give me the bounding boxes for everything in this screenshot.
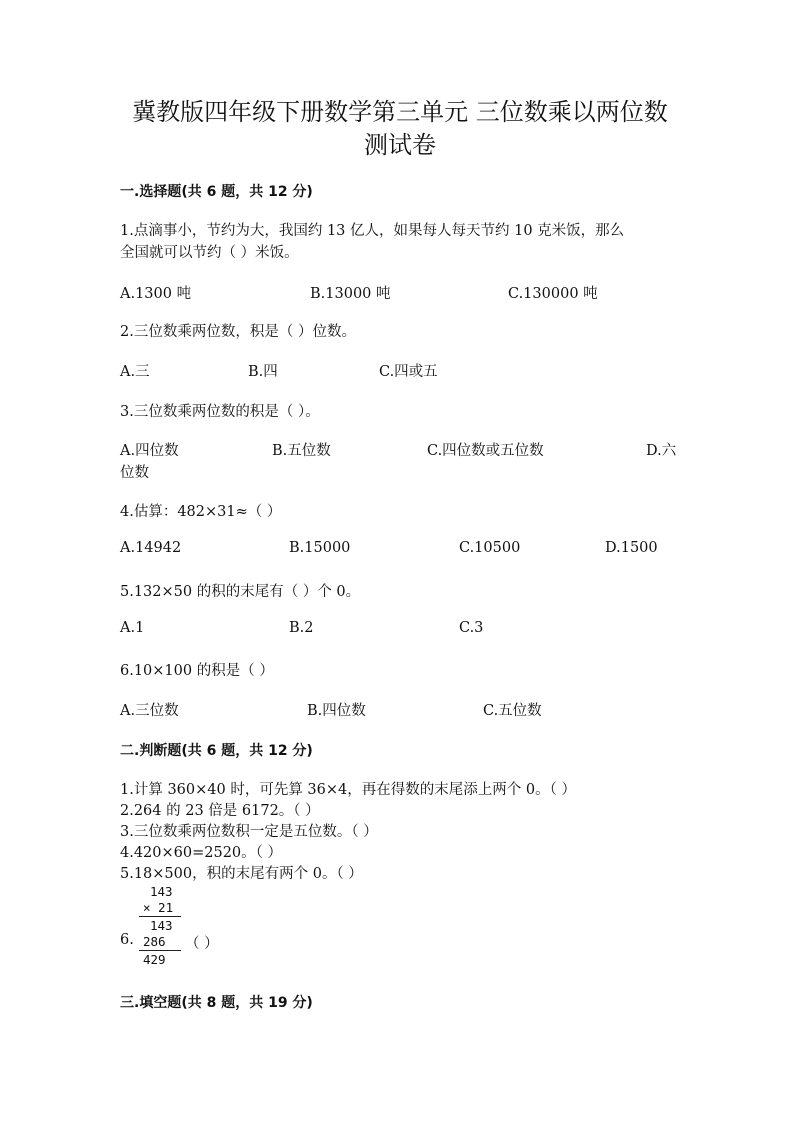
q5-stem: 5.132×50 的积的末尾有（ ）个 0。 xyxy=(120,584,361,600)
q3-option-c: C.四位数或五位数 xyxy=(427,443,544,459)
judge-item-1: 1.计算 360×40 时，可先算 36×4，再在得数的末尾添上两个 0。（ ） xyxy=(120,782,576,798)
exam-title-line1: 冀教版四年级下册数学第三单元 三位数乘以两位数 xyxy=(132,98,668,126)
q5-option-b: B.2 xyxy=(289,620,314,636)
judge-item-3: 3.三位数乘两位数积一定是五位数。（ ） xyxy=(120,824,378,840)
q1-option-c: C.130000 吨 xyxy=(508,286,598,302)
q4-option-c: C.10500 xyxy=(459,540,521,556)
q6-option-c: C.五位数 xyxy=(483,703,542,719)
judge-item-6-bracket: （ ） xyxy=(185,936,219,952)
calc-line-2: × 21 xyxy=(143,900,174,915)
q6-stem: 6.10×100 的积是（ ） xyxy=(120,663,274,679)
calc-line-1: 143 xyxy=(150,884,173,899)
q3-option-b: B.五位数 xyxy=(272,443,331,459)
q5-option-c: C.3 xyxy=(459,620,484,636)
judge-item-6-number: 6. xyxy=(120,932,134,948)
judge-item-5: 5.18×500，积的末尾有两个 0。（ ） xyxy=(120,866,363,882)
q1-stem-line2: 全国就可以节约（ ）米饭。 xyxy=(120,245,299,261)
calc-line-5: 429 xyxy=(143,952,166,967)
section2-header: 二.判断题(共 6 题，共 12 分) xyxy=(120,743,313,759)
q6-option-a: A.三位数 xyxy=(120,703,179,719)
q2-option-b: B.四 xyxy=(248,364,278,380)
q4-option-b: B.15000 xyxy=(289,540,351,556)
calc-rule-2 xyxy=(139,950,181,951)
q2-option-c: C.四或五 xyxy=(379,364,438,380)
q2-option-a: A.三 xyxy=(120,364,150,380)
q3-option-a: A.四位数 xyxy=(120,443,179,459)
calc-line-3: 143 xyxy=(150,918,173,933)
q1-option-b: B.13000 吨 xyxy=(310,286,391,302)
calc-line-4: 286 xyxy=(143,934,166,949)
q1-stem-line1: 1.点滴事小，节约为大，我国约 13 亿人，如果每人每天节约 10 克米饭，那么 xyxy=(120,223,625,239)
q4-stem: 4.估算：482×31≈（ ） xyxy=(120,504,282,520)
q3-stem: 3.三位数乘两位数的积是（ ）。 xyxy=(120,404,320,420)
section1-header: 一.选择题(共 6 题，共 12 分) xyxy=(120,184,313,200)
judge-item-2: 2.264 的 23 倍是 6172。（ ） xyxy=(120,803,320,819)
judge-item-4: 4.420×60=2520。（ ） xyxy=(120,845,283,861)
q3-option-d-wrap: 位数 xyxy=(120,465,149,481)
q3-option-d: D.六 xyxy=(646,443,677,459)
q4-option-d: D.1500 xyxy=(605,540,658,556)
q4-option-a: A.14942 xyxy=(120,540,182,556)
q6-option-b: B.四位数 xyxy=(307,703,366,719)
calc-rule-1 xyxy=(139,916,181,917)
q2-stem: 2.三位数乘两位数，积是（ ）位数。 xyxy=(120,324,356,340)
exam-title-line2: 测试卷 xyxy=(364,131,436,159)
section3-header: 三.填空题(共 8 题，共 19 分) xyxy=(120,995,313,1011)
q1-option-a: A.1300 吨 xyxy=(120,286,192,302)
q5-option-a: A.1 xyxy=(120,620,145,636)
